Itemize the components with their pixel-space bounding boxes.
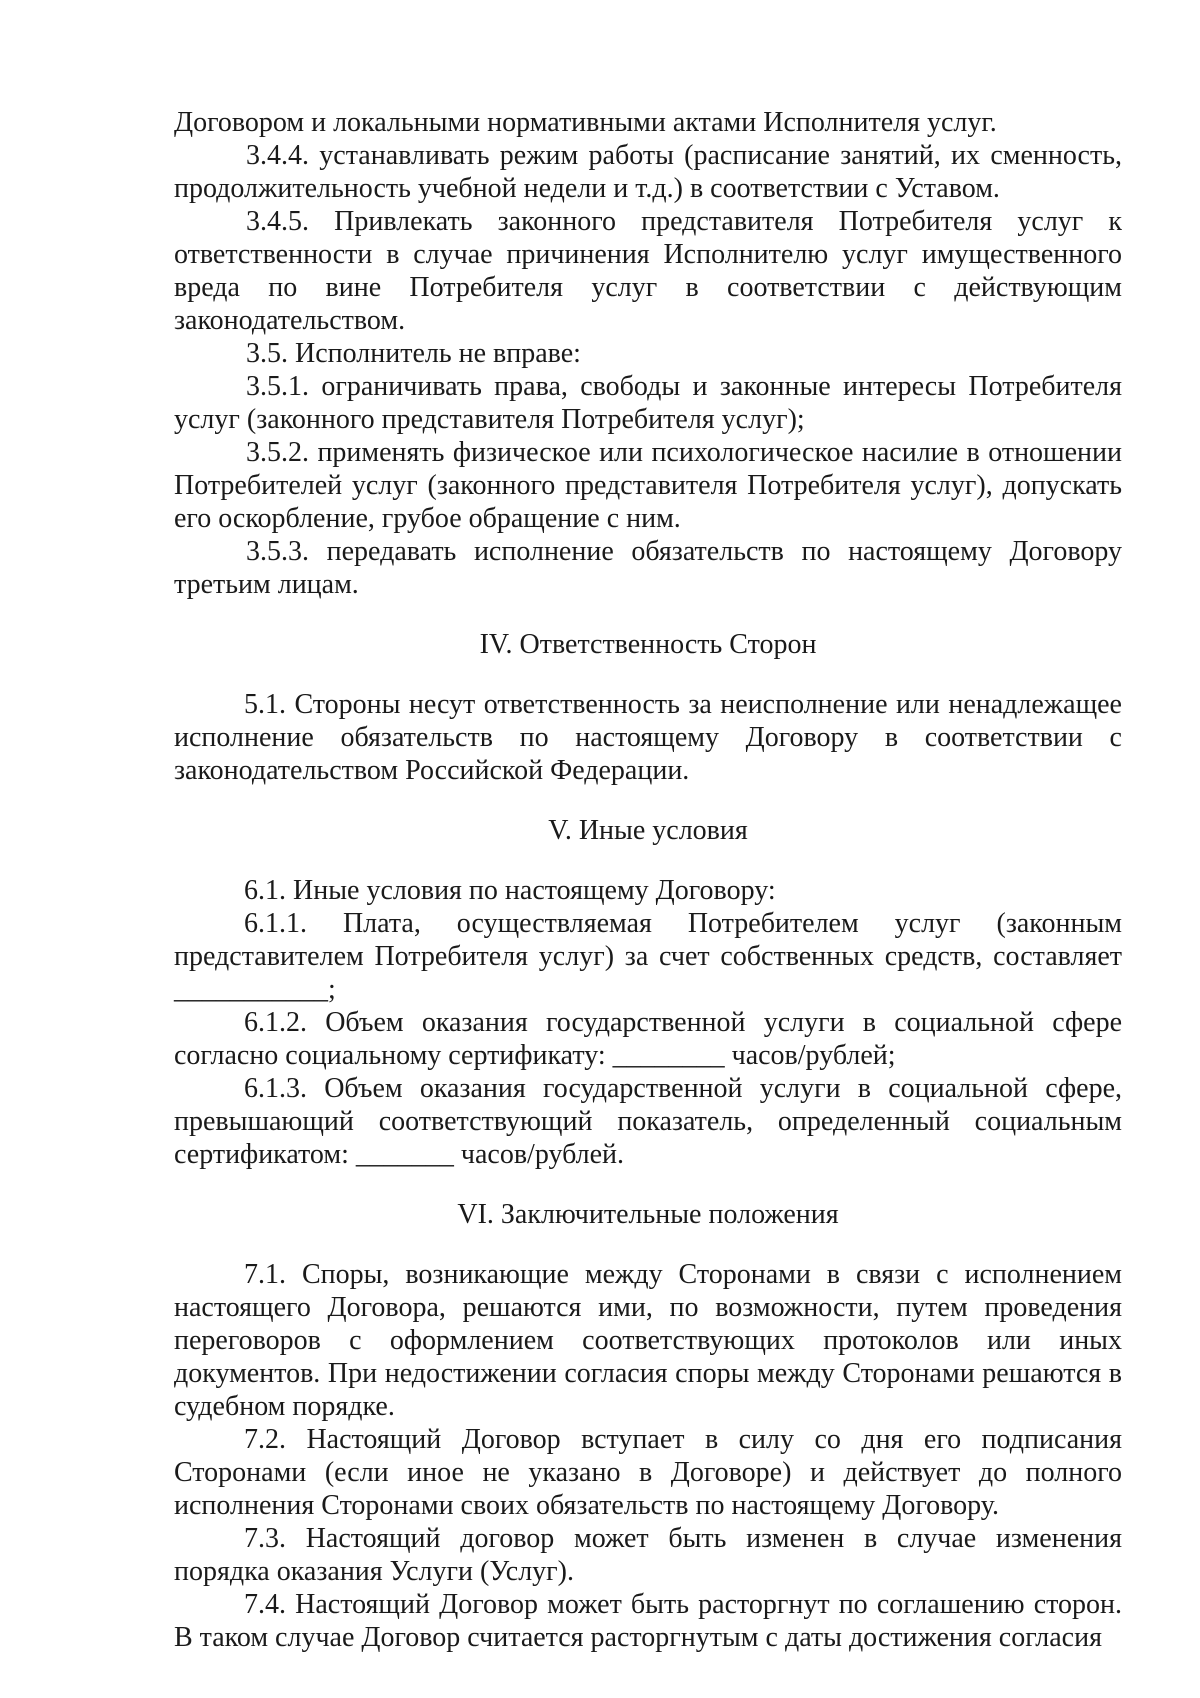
paragraph-3-5-1: 3.5.1. ограничивать права, свободы и законные интересы Потребителя услуг (законного представителя Потребителя услуг); — [174, 371, 1122, 435]
paragraph-7-1: 7.1. Споры, возникающие между Сторонами в связи с исполнением настоящего Договора, решаются ими, по возможности, путем проведения переговоров с оформлением соответствующих протоколов или иных документов. При недостижении согласия споры между Сторонами решаются в судебном порядке. — [174, 1259, 1122, 1422]
paragraph-7-2: 7.2. Настоящий Договор вступает в силу со дня его подписания Сторонами (если иное не указано в Договоре) и действует до полного исполнения Сторонами своих обязательств по настоящему Договору. — [174, 1424, 1122, 1521]
paragraph-3-4-5: 3.4.5. Привлекать законного представителя Потребителя услуг к ответственности в случае причинения Исполнителю услуг имущественного вреда по вине Потребителя услуг в соответствии с действующим законодательством. — [174, 206, 1122, 336]
section-heading-vi: VI. Заключительные положения — [457, 1199, 839, 1230]
paragraph-3-5: 3.5. Исполнитель не вправе: — [246, 338, 581, 369]
paragraph-7-3: 7.3. Настоящий договор может быть изменен в случае изменения порядка оказания Услуги (Услуг). — [174, 1523, 1122, 1587]
paragraph-3-5-2: 3.5.2. применять физическое или психологическое насилие в отношении Потребителей услуг (законного представителя Потребителя услуг), допускать его оскорбление, грубое обращение с ним. — [174, 437, 1122, 534]
paragraph-6-1-2: 6.1.2. Объем оказания государственной услуги в социальной сфере согласно социальному сертификату: ________ часов/рублей; — [174, 1007, 1122, 1071]
paragraph-6-1-3: 6.1.3. Объем оказания государственной услуги в социальной сфере, превышающий соответствующий показатель, определенный социальным сертификатом: _______ часов/рублей. — [174, 1073, 1122, 1170]
paragraph-3-5-3: 3.5.3. передавать исполнение обязательств по настоящему Договору третьим лицам. — [174, 536, 1122, 600]
paragraph-5-1: 5.1. Стороны несут ответственность за неисполнение или ненадлежащее исполнение обязательств по настоящему Договору в соответствии с законодательством Российской Федерации. — [174, 689, 1122, 786]
section-heading-iv: IV. Ответственность Сторон — [479, 629, 817, 660]
section-heading-v: V. Иные условия — [548, 815, 748, 846]
paragraph-7-4: 7.4. Настоящий Договор может быть расторгнут по соглашению сторон. В таком случае Договор считается расторгнутым с даты достижения согласия — [174, 1589, 1122, 1653]
paragraph-continuation: Договором и локальными нормативными актами Исполнителя услуг. — [174, 107, 997, 138]
paragraph-6-1-1: 6.1.1. Плата, осуществляемая Потребителем услуг (законным представителем Потребителя услуг) за счет собственных средств, составляет ___________; — [174, 908, 1122, 1005]
document-page — [174, 106, 1122, 1654]
paragraph-6-1: 6.1. Иные условия по настоящему Договору: — [244, 875, 776, 906]
paragraph-3-4-4: 3.4.4. устанавливать режим работы (расписание занятий, их сменность, продолжительность учебной недели и т.д.) в соответствии с Уставом. — [174, 140, 1122, 204]
